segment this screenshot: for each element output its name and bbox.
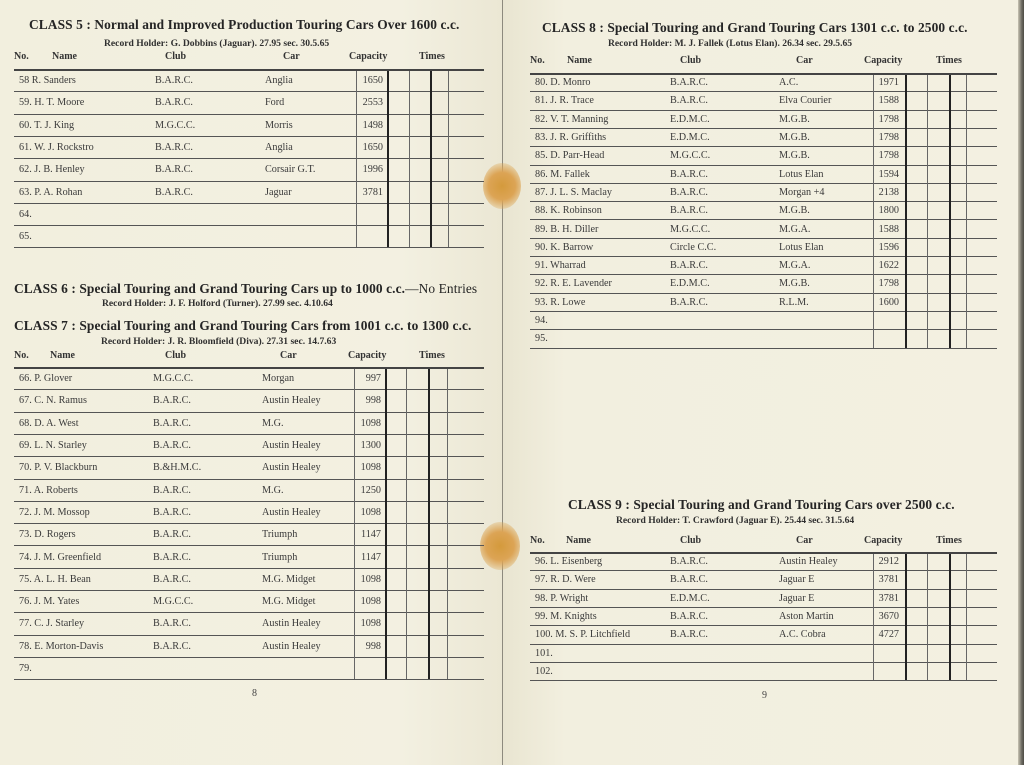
club-cell: B.A.R.C.: [155, 186, 193, 198]
row-rule: [14, 136, 484, 137]
car-cell: M.G. Midget: [262, 573, 316, 585]
times-column-divider: [949, 75, 951, 348]
car-cell: Morris: [265, 119, 293, 131]
car-cell: Jaguar E: [779, 574, 815, 586]
car-cell: A.C.: [779, 77, 799, 89]
club-cell: B.A.R.C.: [670, 611, 708, 623]
entry-number-name: 76. J. M. Yates: [19, 596, 80, 608]
times-column-divider: [966, 75, 967, 348]
entry-number-name: 80. D. Monro: [535, 77, 591, 89]
times-column-divider: [385, 369, 387, 679]
entry-number-name: 99. M. Knights: [535, 611, 597, 623]
entry-number-name: 74. J. M. Greenfield: [19, 551, 102, 563]
class7-title: CLASS 7 : Special Touring and Grand Touring Cars from 1001 c.c. to 1300 c.c.: [14, 318, 472, 333]
club-cell: B.A.R.C.: [670, 574, 708, 586]
column-header-car: Car: [796, 55, 813, 66]
club-cell: M.G.C.C.: [670, 223, 711, 235]
capacity-cell: 1594: [878, 168, 899, 180]
club-cell: B.A.R.C.: [153, 551, 191, 563]
car-cell: M.G.: [262, 484, 284, 496]
entry-number-name: 93. R. Lowe: [535, 296, 586, 308]
column-header-club: Club: [165, 350, 187, 361]
capacity-cell: 1798: [878, 278, 899, 290]
entry-number-name: 88. K. Robinson: [535, 205, 602, 217]
column-header-capacity: Capacity: [348, 350, 387, 361]
entry-number-name: 83. J. R. Griffiths: [535, 132, 607, 144]
entry-number-name: 69. L. N. Starley: [19, 440, 87, 452]
entry-number-name: 62. J. B. Henley: [19, 164, 85, 176]
club-cell: M.G.C.C.: [155, 119, 196, 131]
capacity-cell: 1098: [360, 462, 381, 474]
row-rule: [14, 389, 484, 390]
class8-title: CLASS 8 : Special Touring and Grand Touring Cars 1301 c.c. to 2500 c.c.: [542, 20, 968, 35]
car-cell: Austin Healey: [262, 440, 321, 452]
car-cell: A.C. Cobra: [779, 629, 826, 641]
entry-number-name: 90. K. Barrow: [535, 241, 594, 253]
entry-number-name: 59. H. T. Moore: [19, 97, 85, 109]
capacity-cell: 1147: [361, 529, 381, 541]
capacity-divider: [354, 369, 355, 679]
row-rule: [14, 479, 484, 480]
entry-number-name: 98. P. Wright: [535, 592, 589, 604]
entry-number-name: 75. A. L. H. Bean: [19, 573, 91, 585]
capacity-cell: 1650: [362, 75, 383, 87]
entry-number-name: 70. P. V. Blackburn: [19, 462, 98, 474]
club-cell: E.D.M.C.: [670, 132, 710, 144]
entry-number-name: 96. L. Eisenberg: [535, 556, 603, 568]
class6-title: [14, 281, 477, 297]
club-cell: B.A.R.C.: [155, 142, 193, 154]
club-cell: E.D.M.C.: [670, 278, 710, 290]
class6-record-holder: Record Holder: J. F. Holford (Turner). 27.99 sec. 4.10.64: [102, 298, 333, 309]
entry-number-name: 65.: [19, 231, 32, 243]
car-cell: Anglia: [265, 75, 293, 87]
capacity-cell: 1098: [360, 573, 381, 585]
club-cell: B.A.R.C.: [670, 556, 708, 568]
row-rule: [14, 412, 484, 413]
car-cell: Austin Healey: [262, 506, 321, 518]
entry-number-name: 61. W. J. Rockstro: [19, 142, 94, 154]
row-rule: [14, 434, 484, 435]
class5-title: CLASS 5 : Normal and Improved Production Touring Cars Over 1600 c.c.: [29, 17, 460, 32]
club-cell: B.A.R.C.: [153, 484, 191, 496]
car-cell: Triumph: [262, 529, 298, 541]
capacity-cell: 1798: [878, 150, 899, 162]
entry-number-name: 60. T. J. King: [19, 119, 75, 131]
class6-title-text: CLASS 6 : Special Touring and Grand Touring Cars up to 1000 c.c.: [14, 281, 406, 296]
car-cell: Austin Healey: [262, 462, 321, 474]
entry-number-name: 78. E. Morton-Davis: [19, 640, 104, 652]
row-rule: [14, 247, 484, 248]
times-column-divider: [966, 554, 967, 680]
row-rule: [14, 225, 484, 226]
entry-number-name: 72. J. M. Mossop: [19, 506, 90, 518]
row-rule: [14, 181, 484, 182]
club-cell: B.A.R.C.: [153, 395, 191, 407]
car-cell: M.G.A.: [779, 223, 811, 235]
column-header-capacity: Capacity: [864, 535, 903, 546]
entry-number-name: 63. P. A. Rohan: [19, 186, 83, 198]
car-cell: Lotus Elan: [779, 241, 824, 253]
capacity-cell: 1650: [362, 142, 383, 154]
row-rule: [14, 203, 484, 204]
club-cell: B.A.R.C.: [670, 77, 708, 89]
page-edge-shadow: [1018, 0, 1024, 765]
car-cell: Austin Healey: [262, 395, 321, 407]
entry-number-name: 77. C. J. Starley: [19, 618, 85, 630]
entry-number-name: 68. D. A. West: [19, 417, 79, 429]
car-cell: R.L.M.: [779, 296, 809, 308]
row-rule: [14, 612, 484, 613]
capacity-cell: 1588: [878, 95, 899, 107]
club-cell: B.A.R.C.: [153, 640, 191, 652]
column-header-name: Name: [52, 51, 77, 62]
capacity-cell: 2912: [878, 556, 899, 568]
club-cell: B.A.R.C.: [670, 260, 708, 272]
column-header-car: Car: [280, 350, 297, 361]
capacity-cell: 1098: [360, 596, 381, 608]
column-header-club: Club: [680, 55, 702, 66]
row-rule: [530, 680, 997, 681]
entry-number-name: 95.: [535, 333, 548, 345]
class9-record-holder: Record Holder: T. Crawford (Jaguar E). 25.44 sec. 31.5.64: [616, 515, 855, 526]
column-header-capacity: Capacity: [864, 55, 903, 66]
times-column-divider: [927, 554, 928, 680]
times-column-divider: [406, 369, 407, 679]
row-rule: [14, 114, 484, 115]
capacity-cell: 998: [365, 640, 381, 652]
capacity-cell: 1600: [878, 296, 899, 308]
club-cell: B.A.R.C.: [153, 417, 191, 429]
entry-number-name: 66. P. Glover: [19, 373, 73, 385]
entry-number-name: 89. B. H. Diller: [535, 223, 599, 235]
class6-no-entries: —No Entries: [405, 281, 478, 296]
times-column-divider: [387, 71, 389, 247]
car-cell: M.G. Midget: [262, 596, 316, 608]
row-rule: [14, 545, 484, 546]
club-cell: B.A.R.C.: [670, 168, 708, 180]
class8-record-holder: Record Holder: M. J. Fallek (Lotus Elan). 26.34 sec. 29.5.65: [608, 38, 853, 49]
car-cell: Aston Martin: [779, 611, 834, 623]
club-cell: E.D.M.C.: [670, 113, 710, 125]
club-cell: B.A.R.C.: [670, 296, 708, 308]
club-cell: M.G.C.C.: [670, 150, 711, 162]
row-rule: [14, 501, 484, 502]
capacity-cell: 1498: [362, 119, 383, 131]
capacity-cell: 1300: [360, 440, 381, 452]
entry-number-name: 100. M. S. P. Litchfield: [535, 629, 631, 641]
entry-number-name: 94.: [535, 315, 548, 327]
car-cell: Triumph: [262, 551, 298, 563]
capacity-cell: 2553: [362, 97, 383, 109]
page-number-left: 8: [252, 688, 257, 699]
times-column-divider: [448, 71, 449, 247]
column-header-times: Times: [936, 535, 962, 546]
capacity-cell: 997: [365, 373, 381, 385]
club-cell: B.A.R.C.: [153, 618, 191, 630]
capacity-cell: 1596: [878, 241, 899, 253]
car-cell: Morgan +4: [779, 186, 825, 198]
capacity-divider: [873, 554, 874, 680]
row-rule: [14, 590, 484, 591]
entry-number-name: 87. J. L. S. Maclay: [535, 186, 612, 198]
entry-number-name: 73. D. Rogers: [19, 529, 76, 541]
club-cell: B.A.R.C.: [670, 205, 708, 217]
car-cell: M.G.B.: [779, 132, 810, 144]
column-header-times: Times: [936, 55, 962, 66]
times-column-divider: [409, 71, 410, 247]
capacity-cell: 1147: [361, 551, 381, 563]
entry-number-name: 64.: [19, 208, 32, 220]
column-header-club: Club: [165, 51, 187, 62]
column-header-no: No.: [14, 350, 29, 361]
table-top-rule: [14, 69, 484, 71]
capacity-divider: [873, 75, 874, 348]
entry-number-name: 81. J. R. Trace: [535, 95, 594, 107]
club-cell: E.D.M.C.: [670, 592, 710, 604]
club-cell: B.A.R.C.: [153, 529, 191, 541]
car-cell: Morgan: [262, 373, 295, 385]
capacity-cell: 1588: [878, 223, 899, 235]
car-cell: M.G.B.: [779, 113, 810, 125]
entry-number-name: 71. A. Roberts: [19, 484, 78, 496]
capacity-cell: 1800: [878, 205, 899, 217]
capacity-cell: 3670: [878, 611, 899, 623]
times-column-divider: [949, 554, 951, 680]
club-cell: B.A.R.C.: [153, 506, 191, 518]
car-cell: Austin Healey: [262, 618, 321, 630]
capacity-cell: 998: [365, 395, 381, 407]
times-column-divider: [430, 71, 432, 247]
column-header-car: Car: [796, 535, 813, 546]
capacity-cell: 1798: [878, 132, 899, 144]
car-cell: M.G.B.: [779, 278, 810, 290]
column-header-times: Times: [419, 51, 445, 62]
capacity-cell: 4727: [878, 629, 899, 641]
row-rule: [14, 523, 484, 524]
capacity-cell: 1250: [360, 484, 381, 496]
entry-number-name: 58 R. Sanders: [19, 75, 76, 87]
class9-title: CLASS 9 : Special Touring and Grand Touring Cars over 2500 c.c.: [568, 497, 955, 512]
car-cell: Jaguar: [265, 186, 292, 198]
club-cell: M.G.C.C.: [153, 373, 194, 385]
entry-number-name: 85. D. Parr-Head: [535, 150, 605, 162]
row-rule: [14, 679, 484, 680]
club-cell: B.A.R.C.: [670, 629, 708, 641]
club-cell: B.A.R.C.: [670, 95, 708, 107]
column-header-name: Name: [566, 535, 591, 546]
car-cell: M.G.: [262, 417, 284, 429]
car-cell: M.G.A.: [779, 260, 811, 272]
times-column-divider: [905, 75, 907, 348]
column-header-club: Club: [680, 535, 702, 546]
capacity-cell: 2138: [878, 186, 899, 198]
club-cell: Circle C.C.: [670, 241, 717, 253]
entry-number-name: 86. M. Fallek: [535, 168, 590, 180]
page-number-right: 9: [762, 690, 767, 701]
capacity-cell: 1098: [360, 417, 381, 429]
club-cell: B.&H.M.C.: [153, 462, 202, 474]
row-rule: [14, 568, 484, 569]
row-rule: [530, 348, 997, 349]
car-cell: Elva Courier: [779, 95, 832, 107]
capacity-cell: 1098: [360, 618, 381, 630]
stain-mark: [483, 163, 521, 209]
stain-mark: [480, 522, 520, 570]
column-header-car: Car: [283, 51, 300, 62]
entry-number-name: 79.: [19, 663, 32, 675]
capacity-cell: 3781: [878, 574, 899, 586]
car-cell: M.G.B.: [779, 205, 810, 217]
column-header-no: No.: [14, 51, 29, 62]
row-rule: [14, 91, 484, 92]
class5-record-holder: Record Holder: G. Dobbins (Jaguar). 27.95 sec. 30.5.65: [104, 38, 330, 49]
car-cell: Austin Healey: [779, 556, 838, 568]
capacity-cell: 1971: [878, 77, 899, 89]
entry-number-name: 82. V. T. Manning: [535, 113, 609, 125]
car-cell: Lotus Elan: [779, 168, 824, 180]
row-rule: [14, 456, 484, 457]
club-cell: B.A.R.C.: [155, 97, 193, 109]
times-column-divider: [927, 75, 928, 348]
car-cell: Corsair G.T.: [265, 164, 316, 176]
capacity-cell: 3781: [362, 186, 383, 198]
times-column-divider: [447, 369, 448, 679]
capacity-divider: [356, 71, 357, 247]
car-cell: Austin Healey: [262, 640, 321, 652]
column-header-name: Name: [50, 350, 75, 361]
times-column-divider: [428, 369, 430, 679]
table-top-rule: [14, 367, 484, 369]
club-cell: B.A.R.C.: [155, 75, 193, 87]
entry-number-name: 102.: [535, 665, 553, 677]
column-header-times: Times: [419, 350, 445, 361]
column-header-capacity: Capacity: [349, 51, 388, 62]
club-cell: B.A.R.C.: [153, 440, 191, 452]
car-cell: Ford: [265, 97, 285, 109]
capacity-cell: 1996: [362, 164, 383, 176]
car-cell: Jaguar E: [779, 592, 815, 604]
entry-number-name: 67. C. N. Ramus: [19, 395, 87, 407]
club-cell: B.A.R.C.: [153, 573, 191, 585]
book-gutter: [502, 0, 503, 765]
capacity-cell: 1622: [878, 260, 899, 272]
column-header-name: Name: [567, 55, 592, 66]
club-cell: M.G.C.C.: [153, 596, 194, 608]
capacity-cell: 1098: [360, 506, 381, 518]
entry-number-name: 92. R. E. Lavender: [535, 278, 612, 290]
entry-number-name: 97. R. D. Were: [535, 574, 596, 586]
row-rule: [14, 158, 484, 159]
entry-number-name: 91. Wharrad: [535, 260, 586, 272]
club-cell: B.A.R.C.: [670, 186, 708, 198]
column-header-no: No.: [530, 55, 545, 66]
column-header-no: No.: [530, 535, 545, 546]
class7-record-holder: Record Holder: J. R. Bloomfield (Diva). 27.31 sec. 14.7.63: [101, 336, 337, 347]
capacity-cell: 1798: [878, 113, 899, 125]
row-rule: [14, 657, 484, 658]
car-cell: M.G.B.: [779, 150, 810, 162]
times-column-divider: [905, 554, 907, 680]
entry-number-name: 101.: [535, 647, 553, 659]
capacity-cell: 3781: [878, 592, 899, 604]
car-cell: Anglia: [265, 142, 293, 154]
club-cell: B.A.R.C.: [155, 164, 193, 176]
row-rule: [14, 635, 484, 636]
